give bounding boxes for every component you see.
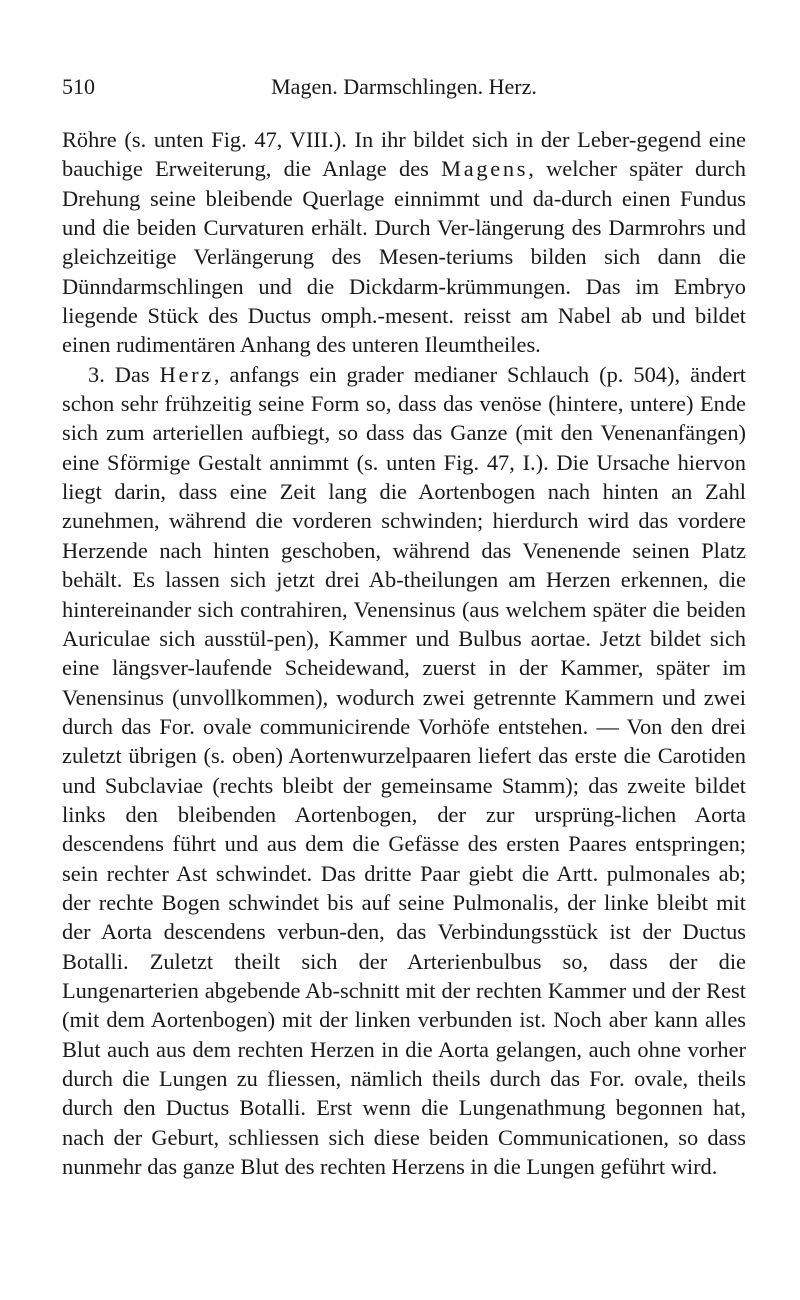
- body-text: [62, 125, 746, 1181]
- term-herz: Herz: [159, 361, 214, 387]
- paragraph-2: [62, 360, 746, 1182]
- page-number: 510: [62, 74, 95, 99]
- paragraph-1: [62, 125, 746, 360]
- paragraph-1-text-before: Röhre (s. unten Fig. 47, VIII.). In ihr bildet sich in der Leber-gegend eine bauchige Erweiterung, die Anlage des: [62, 127, 746, 182]
- running-head: Magen. Darmschlingen. Herz.: [271, 74, 537, 99]
- paragraph-1-text-after: , welcher später durch Drehung seine bleibende Querlage einnimmt und da-durch einen Fundus und die beiden Curvaturen erhält. Durch Ver-längerung des Darmrohrs und gleichzeitige Verlängerung des Mesen-teriums bilden sich dann die Dünndarmschlingen und die Dickdarm-krümmungen. Das im Embryo liegende Stück des Ductus omph.-mesent. reisst am Nabel ab und bildet einen rudimentären Anhang des unteren Ileumtheiles.: [62, 156, 746, 358]
- term-magens: Magens: [441, 156, 529, 182]
- page-header: [62, 74, 746, 104]
- paragraph-2-text-before: 3. Das: [88, 361, 160, 387]
- paragraph-2-text-after: , anfangs ein grader medianer Schlauch (p. 504), ändert schon sehr frühzeitig seine Form so, dass das venöse (hintere, untere) Ende sich zum arteriellen aufbiegt, so dass das Ganze (mit den Venenanfängen) eine Sförmige Gestalt annimmt (s. unten Fig. 47, I.). Die Ursache hiervon liegt darin, dass eine Zeit lang die Aortenbogen nach hinten an Zahl zunehmen, während die vorderen schwinden; hierdurch wird das vordere Herzende nach hinten geschoben, während das Venenende seinen Platz behält. Es lassen sich jetzt drei Ab-theilungen am Herzen erkennen, die hintereinander sich contrahiren, Venensinus (aus welchem später die beiden Auriculae sich ausstül-pen), Kammer und Bulbus aortae. Jetzt bildet sich eine längsver-laufende Scheidewand, zuerst in der Kammer, später im Venensinus (unvollkommen), wodurch zwei getrennte Kammern und zwei durch das For. ovale communicirende Vorhöfe entstehen. — Von den drei zuletzt übrigen (s. oben) Aortenwurzelpaaren liefert das erste die Carotiden und Subclaviae (rechts bleibt der gemeinsame Stamm); das zweite bildet links den bleibenden Aortenbogen, der zur ursprüng-lichen Aorta descendens führt und aus dem die Gefässe des ersten Paares entspringen; sein rechter Ast schwindet. Das dritte Paar giebt die Artt. pulmonales ab; der rechte Bogen schwindet bis auf seine Pulmonalis, der linke bleibt mit der Aorta descendens verbun-den, das Verbindungsstück ist der Ductus Botalli. Zuletzt theilt sich der Arterienbulbus so, dass der die Lungenarterien abgebende Ab-schnitt mit der rechten Kammer und der Rest (mit dem Aortenbogen) mit der linken verbunden ist. Noch aber kann alles Blut auch aus dem rechten Herzen in die Aorta gelangen, auch ohne vorher durch die Lungen zu fliessen, nämlich theils durch das For. ovale, theils durch den Ductus Botalli. Erst wenn die Lungenathmung begonnen hat, nach der Geburt, schliessen sich diese beiden Communicationen, so dass nunmehr das ganze Blut des rechten Herzens in die Lungen geführt wird.: [62, 361, 747, 1180]
